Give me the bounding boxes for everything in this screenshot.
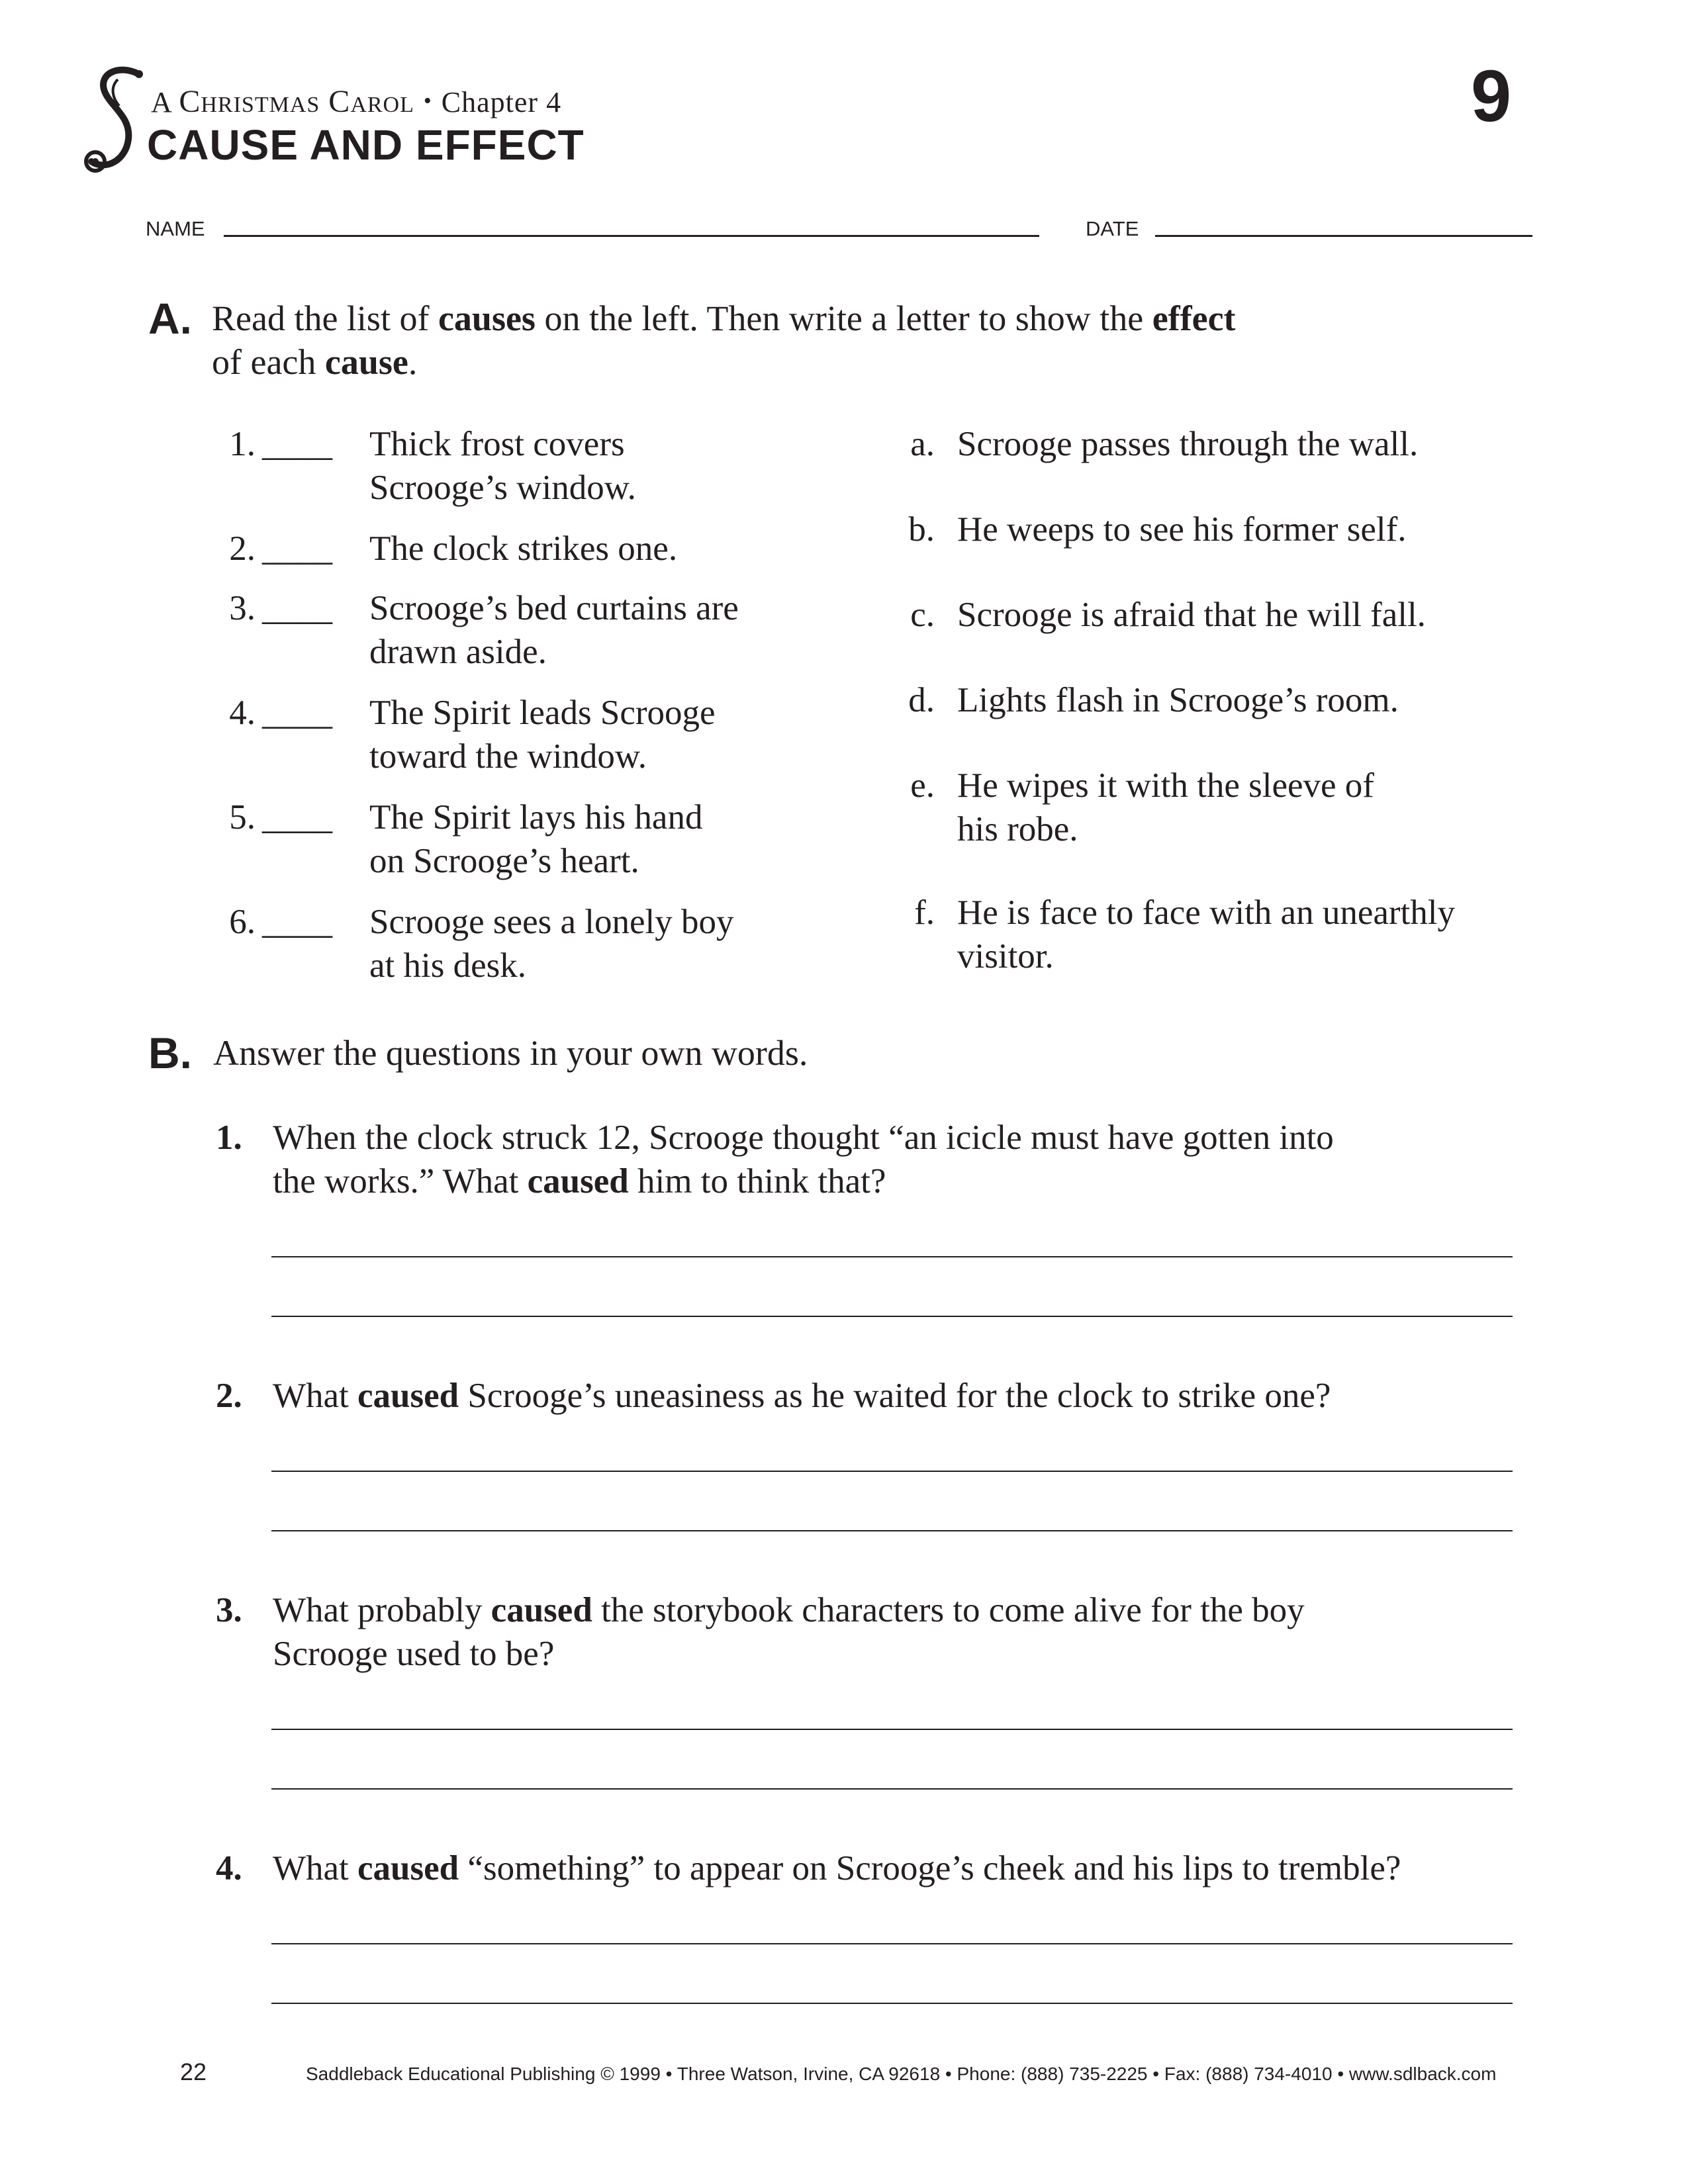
cause-item: [212, 796, 703, 880]
cause-line: The Spirit leads Scrooge: [369, 694, 716, 732]
effect-line: Lights flash in Scrooge’s room.: [957, 681, 1399, 719]
cause-number: 2.: [229, 529, 256, 568]
question-line: the storybook characters to come alive for the boy: [592, 1591, 1305, 1629]
series-title: Christmas Carol: [179, 84, 414, 119]
question: [216, 1846, 1540, 1890]
date-label: DATE: [1086, 217, 1139, 240]
cause-line: The clock strikes one.: [369, 529, 678, 568]
footer-page-number: 22: [180, 2058, 207, 2085]
question-bold: caused: [527, 1162, 629, 1201]
effect-letter: d.: [908, 681, 935, 719]
question-line: Scrooge used to be?: [273, 1635, 555, 1673]
question-line: What: [273, 1849, 358, 1888]
instr-text: on the left. Then write a letter to show the: [535, 298, 1152, 338]
cause-number: 4.: [229, 694, 256, 732]
answer-blank[interactable]: ____: [262, 694, 332, 732]
instr-bold: causes: [438, 298, 536, 338]
cause-number: 1.: [229, 425, 256, 463]
effect-text: [957, 891, 1455, 978]
series-line: [151, 83, 561, 120]
cause-text: [369, 796, 702, 883]
answer-line[interactable]: [271, 1256, 1513, 1257]
effect-text: [957, 678, 1399, 722]
question: [216, 1116, 1540, 1203]
cause-item: [212, 691, 716, 776]
question-line: When the clock struck 12, Scrooge thought “an icicle must have gotten into: [273, 1118, 1334, 1157]
effect-line: He wipes it with the sleeve of: [957, 766, 1374, 805]
cause-line: The Spirit lays his hand: [369, 798, 703, 837]
question-bold: caused: [357, 1377, 459, 1415]
cause-text: [369, 527, 677, 570]
answer-blank[interactable]: ____: [262, 425, 332, 463]
question-number: 4.: [216, 1849, 242, 1888]
answer-line[interactable]: [271, 1729, 1513, 1730]
cause-item: [212, 586, 739, 671]
question-number: 3.: [216, 1591, 242, 1629]
cause-number: 6.: [229, 903, 256, 941]
section-b-instruction: Answer the questions in your own words.: [213, 1033, 808, 1073]
effect-line: visitor.: [957, 937, 1054, 976]
effect-letter: e.: [910, 766, 935, 805]
question-text: [273, 1116, 1540, 1203]
effect-item: [900, 508, 1407, 551]
cause-text: [369, 691, 716, 778]
cause-line: Scrooge sees a lonely boy: [369, 903, 734, 941]
question-text: [273, 1374, 1540, 1418]
effect-letter: f.: [914, 893, 935, 932]
effect-text: [957, 508, 1406, 551]
name-label: NAME: [146, 217, 205, 240]
answer-line[interactable]: [271, 1471, 1513, 1472]
effect-text: [957, 422, 1418, 466]
cause-text: [369, 900, 733, 987]
cause-number: 5.: [229, 798, 256, 837]
section-b-letter: B.: [148, 1028, 192, 1077]
answer-line[interactable]: [271, 1530, 1513, 1531]
question-number: 2.: [216, 1377, 242, 1415]
question-line: the works.” What: [273, 1162, 528, 1201]
section-a-letter: A.: [148, 294, 192, 343]
cause-line: Scrooge’s window.: [369, 469, 636, 507]
question: [216, 1588, 1540, 1676]
question: [216, 1374, 1540, 1418]
question-number: 1.: [216, 1118, 242, 1157]
cause-text: [369, 422, 636, 510]
cause-line: Thick frost covers: [369, 425, 625, 463]
instr-text: Read the list of: [212, 298, 438, 338]
answer-blank[interactable]: ____: [262, 798, 332, 837]
question-line: Scrooge’s uneasiness as he waited for the clock to strike one?: [459, 1377, 1331, 1415]
question-bold: caused: [357, 1849, 459, 1888]
cause-line: toward the window.: [369, 737, 647, 776]
effect-text: [957, 764, 1374, 851]
question-text: [273, 1588, 1540, 1676]
question-bold: caused: [491, 1591, 592, 1629]
instr-bold: effect: [1152, 298, 1236, 338]
answer-line[interactable]: [271, 1788, 1513, 1790]
question-line: him to think that?: [628, 1162, 886, 1201]
effect-item: [900, 891, 1455, 976]
effect-item: [900, 593, 1426, 637]
footer-publisher-text: Saddleback Educational Publishing © 1999 • Three Watson, Irvine, CA 92618 • Phone: (888) 735-2225 • Fax: (888) 734-4010 • www.sdlback.com: [306, 2064, 1497, 2084]
cause-item: [212, 900, 734, 985]
instr-text: of each: [212, 342, 325, 382]
cause-item: [212, 422, 636, 507]
effect-line: Scrooge passes through the wall.: [957, 425, 1419, 463]
effect-item: [900, 678, 1399, 722]
page-title: CAUSE AND EFFECT: [147, 121, 585, 169]
name-field-line[interactable]: [224, 235, 1039, 237]
effect-text: [957, 593, 1426, 637]
cause-line: on Scrooge’s heart.: [369, 842, 639, 880]
bullet-separator: •: [423, 89, 432, 113]
cause-text: [369, 586, 739, 674]
effect-letter: b.: [908, 510, 935, 549]
effect-letter: c.: [910, 596, 935, 634]
cause-item: [212, 527, 678, 570]
cause-line: drawn aside.: [369, 633, 547, 671]
instr-bold: cause: [324, 342, 408, 382]
question-line: What probably: [273, 1591, 491, 1629]
answer-line[interactable]: [271, 1316, 1513, 1317]
worksheet-number: 9: [1471, 56, 1512, 137]
effect-line: He is face to face with an unearthly: [957, 893, 1455, 932]
saddleback-logo-icon: [78, 65, 151, 184]
effect-line: his robe.: [957, 810, 1078, 848]
question-text: [273, 1846, 1540, 1890]
section-a-instructions: [212, 296, 1536, 384]
answer-line[interactable]: [271, 1943, 1513, 1944]
cause-number: 3.: [229, 589, 256, 627]
effect-letter: a.: [910, 425, 935, 463]
answer-blank[interactable]: ____: [262, 529, 332, 568]
cause-line: at his desk.: [369, 946, 526, 985]
answer-blank[interactable]: ____: [262, 589, 332, 627]
date-field-line[interactable]: [1155, 235, 1532, 237]
series-prefix: A: [151, 86, 179, 118]
chapter-label: Chapter 4: [441, 86, 562, 118]
effect-line: Scrooge is afraid that he will fall.: [957, 596, 1426, 634]
effect-line: He weeps to see his former self.: [957, 510, 1407, 549]
cause-line: Scrooge’s bed curtains are: [369, 589, 739, 627]
answer-line[interactable]: [271, 2003, 1513, 2004]
instr-text: .: [408, 342, 418, 382]
answer-blank[interactable]: ____: [262, 903, 332, 941]
effect-item: [900, 422, 1419, 466]
question-line: “something” to appear on Scrooge’s cheek and his lips to tremble?: [459, 1849, 1401, 1888]
effect-item: [900, 764, 1374, 848]
question-line: What: [273, 1377, 358, 1415]
